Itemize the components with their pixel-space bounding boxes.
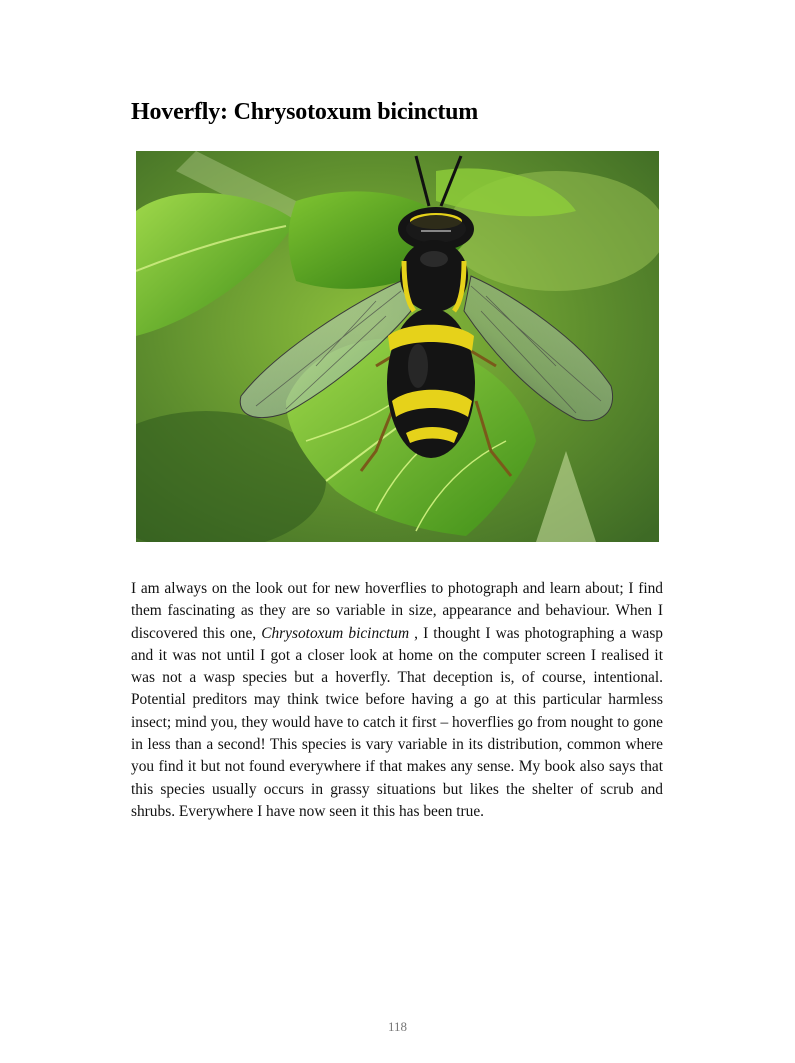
hoverfly-photo xyxy=(136,151,659,542)
species-name: Chrysotoxum bicinctum xyxy=(261,624,410,642)
body-text-end: , I thought I was photographing a wasp and it was not until I got a closer look at home on the computer screen I realised it was not a wasp species but a hoverfly. That deception is, of course, intentional. Potential preditors may think twice before having a go at this particular harmless insect; mind you, they would have to catch it first – hoverflies go from nought to gone in less than a second! This species is vary variable in its distribution, common where you find it but not found everywhere if that makes any sense. My book also says that this species usually occurs in grassy situations but likes the shelter of scrub and shrubs. Everywhere I have now seen it this has been true. xyxy=(131,624,664,820)
page-title: Hoverfly: Chrysotoxum bicinctum xyxy=(131,99,479,125)
body-text-start: I am always on the look out for new hoverflies to photograph and learn about; I find them fascinating as they are so variable in size, appearance and behaviour. When I discovered this one, xyxy=(131,580,663,642)
page-number: 118 xyxy=(387,1019,408,1034)
body-paragraph xyxy=(131,578,663,823)
